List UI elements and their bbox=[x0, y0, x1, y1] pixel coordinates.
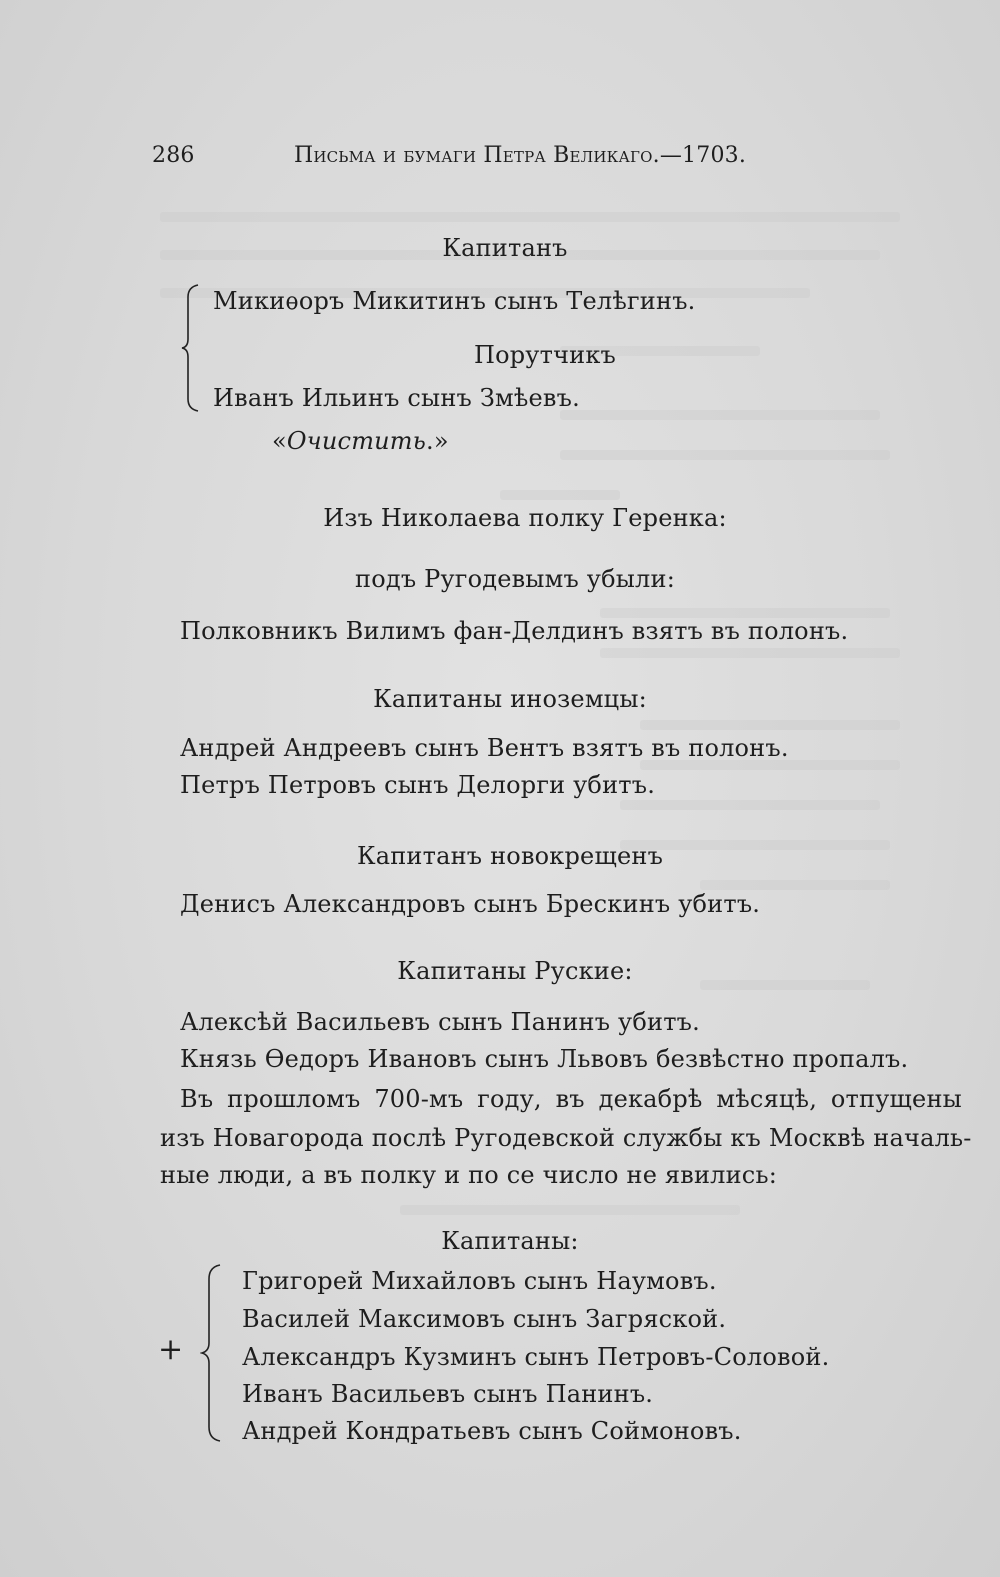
absent-captain-2: Василей Максимовъ сынъ Загряской. bbox=[242, 1305, 727, 1333]
heading-lost: подъ Ругодевымъ убыли: bbox=[355, 565, 675, 593]
heading-captains: Капитаны: bbox=[441, 1227, 579, 1255]
heading-russian: Капитаны Руские: bbox=[397, 957, 633, 985]
baptized-captain: Денисъ Александровъ сынъ Брескинъ убитъ. bbox=[180, 890, 761, 918]
quote-open: « bbox=[272, 427, 287, 455]
page-number: 286 bbox=[152, 143, 195, 168]
running-title: Письма и бумаги Петра Великаго.—1703. bbox=[293, 143, 747, 168]
heading-captain: Капитанъ bbox=[442, 234, 568, 262]
absent-captain-4: Иванъ Васильевъ сынъ Панинъ. bbox=[242, 1380, 654, 1408]
bracket-left-1 bbox=[180, 283, 202, 413]
foreign-captain-2: Петръ Петровъ сынъ Делорги убитъ. bbox=[180, 771, 656, 799]
instruction-note bbox=[272, 427, 449, 455]
captain-name: Микиѳоръ Микитинъ сынъ Телѣгинъ. bbox=[213, 287, 696, 315]
absent-captain-1: Григорей Михайловъ сынъ Наумовъ. bbox=[242, 1267, 717, 1295]
plus-mark: + bbox=[158, 1332, 184, 1367]
heading-lieutenant: Порутчикъ bbox=[473, 341, 617, 369]
bracket-left-2 bbox=[200, 1263, 224, 1443]
heading-regiment: Изъ Николаева полку Геренка: bbox=[323, 504, 727, 532]
absent-captain-5: Андрей Кондратьевъ сынъ Соймоновъ. bbox=[242, 1417, 742, 1445]
lieutenant-name: Иванъ Ильинъ сынъ Змѣевъ. bbox=[213, 384, 580, 412]
quote-close: .» bbox=[426, 427, 449, 455]
paragraph-line-3: ные люди, а въ полку и по се число не явились: bbox=[160, 1161, 778, 1189]
absent-captain-3: Александръ Кузминъ сынъ Петровъ-Соловой. bbox=[242, 1343, 830, 1371]
foreign-captain-1: Андрей Андреевъ сынъ Вентъ взятъ въ полонъ. bbox=[180, 734, 789, 762]
note-word: Очистить bbox=[286, 427, 427, 455]
heading-foreign: Капитаны иноземцы: bbox=[373, 685, 647, 713]
heading-baptized: Капитанъ новокрещенъ bbox=[356, 842, 664, 870]
paragraph-line-1: Въ прошломъ 700-мъ году, въ декабрѣ мѣсяцѣ, отпущены bbox=[180, 1085, 962, 1113]
paragraph-line-2: изъ Новагорода послѣ Ругодевской службы къ Москвѣ началь- bbox=[160, 1124, 972, 1152]
colonel-line: Полковникъ Вилимъ фан-Делдинъ взятъ въ полонъ. bbox=[180, 617, 849, 645]
russian-captain-1: Алексѣй Васильевъ сынъ Панинъ убитъ. bbox=[180, 1008, 700, 1036]
russian-captain-2: Князь Ѳедоръ Ивановъ сынъ Львовъ безвѣстно пропалъ. bbox=[180, 1045, 909, 1073]
